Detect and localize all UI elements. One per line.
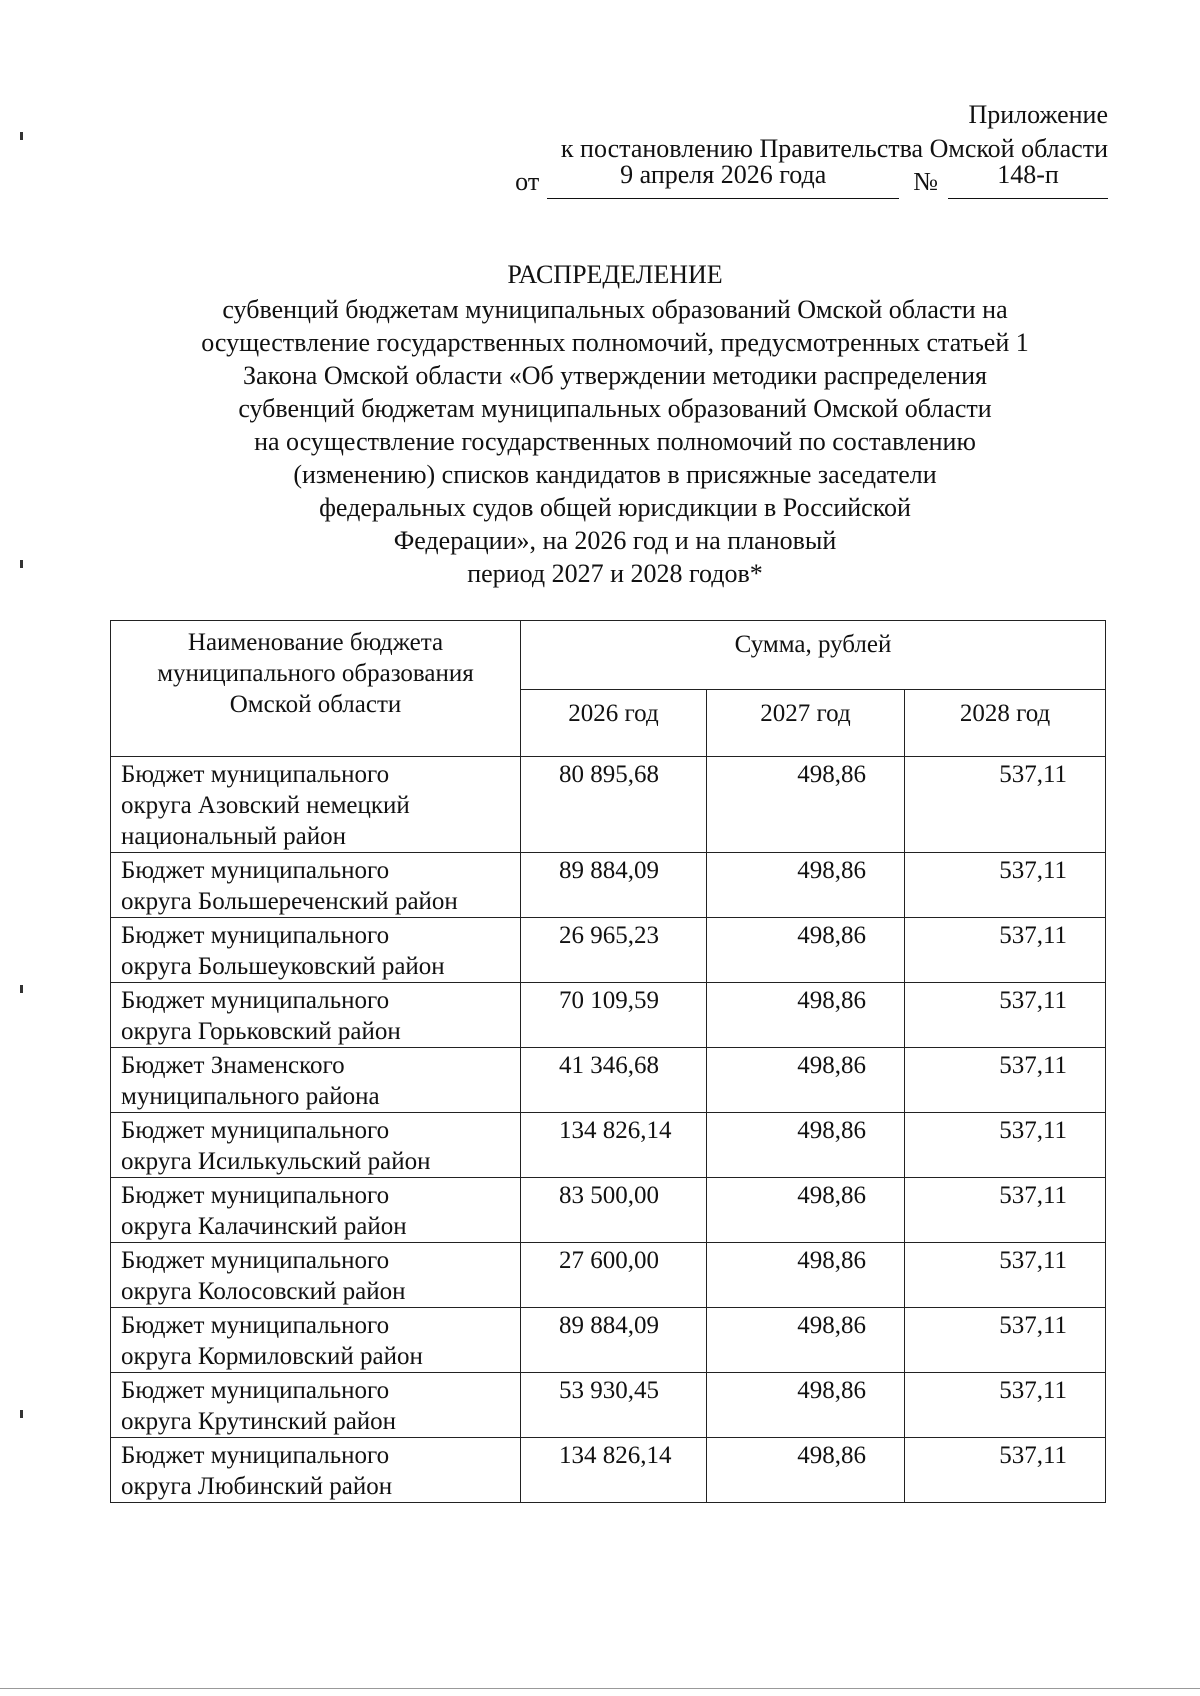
amount-2027: 498,86 — [707, 1048, 905, 1113]
table-row — [111, 983, 1106, 1048]
title-line: федеральных судов общей юрисдикции в Российской — [319, 493, 911, 522]
title-line: (изменению) списков кандидатов в присяжные заседатели — [293, 460, 937, 489]
budget-name — [111, 1048, 521, 1113]
amount-2028: 537,11 — [905, 1308, 1106, 1373]
budget-name — [111, 1373, 521, 1438]
scan-margin-mark — [20, 985, 23, 993]
budget-name — [111, 983, 521, 1048]
budget-name — [111, 1438, 521, 1503]
amount-2027: 498,86 — [707, 918, 905, 983]
name-line: округа Колосовский район — [121, 1278, 406, 1305]
title-heading: РАСПРЕДЕЛЕНИЕ — [507, 260, 723, 289]
year-2026-header: 2026 год — [521, 690, 707, 757]
name-line: Бюджет муниципального — [121, 761, 390, 788]
amount-2026: 83 500,00 — [521, 1178, 707, 1243]
scan-margin-mark — [20, 132, 23, 140]
amount-2028: 537,11 — [905, 918, 1106, 983]
sum-header: Сумма, рублей — [521, 621, 1106, 690]
distribution-table — [110, 620, 1106, 1503]
amount-2028: 537,11 — [905, 1438, 1106, 1503]
table-row — [111, 757, 1106, 853]
budget-name-header — [111, 621, 521, 757]
amount-2027: 498,86 — [707, 853, 905, 918]
title-line: субвенций бюджетам муниципальных образований Омской области — [238, 394, 992, 423]
name-line: округа Азовский немецкий — [121, 792, 410, 819]
table-row — [111, 1178, 1106, 1243]
table-row — [111, 1438, 1106, 1503]
name-line: округа Горьковский район — [121, 1018, 401, 1045]
name-line: Бюджет муниципального — [121, 1442, 390, 1469]
year-2028-header: 2028 год — [905, 690, 1106, 757]
amount-2026: 26 965,23 — [521, 918, 707, 983]
name-line: Бюджет муниципального — [121, 857, 390, 884]
name-line: округа Любинский район — [121, 1473, 393, 1500]
name-line: Бюджет муниципального — [121, 1247, 390, 1274]
name-line: округа Исилькульский район — [121, 1148, 431, 1175]
amount-2028: 537,11 — [905, 1048, 1106, 1113]
table-row — [111, 1373, 1106, 1438]
name-line: округа Калачинский район — [121, 1213, 407, 1240]
amount-2028: 537,11 — [905, 1178, 1106, 1243]
amount-2026: 89 884,09 — [521, 853, 707, 918]
name-line: муниципального района — [121, 1083, 380, 1110]
amount-2026: 80 895,68 — [521, 757, 707, 853]
amount-2027: 498,86 — [707, 1243, 905, 1308]
scan-margin-mark — [20, 560, 23, 568]
amount-2028: 537,11 — [905, 983, 1106, 1048]
amount-2026: 89 884,09 — [521, 1308, 707, 1373]
decree-number: 148-п — [997, 160, 1059, 189]
title-line: осуществление государственных полномочий, предусмотренных статьей 1 — [201, 328, 1029, 357]
amount-2027: 498,86 — [707, 757, 905, 853]
from-label: от — [515, 167, 540, 196]
decree-date-line — [468, 160, 1108, 199]
title-line: период 2027 и 2028 годов* — [467, 559, 763, 588]
amount-2026: 27 600,00 — [521, 1243, 707, 1308]
appendix-label: Приложение — [968, 100, 1108, 129]
amount-2027: 498,86 — [707, 1438, 905, 1503]
name-line: Бюджет муниципального — [121, 1182, 390, 1209]
header-line: Омской области — [229, 691, 402, 718]
amount-2027: 498,86 — [707, 1178, 905, 1243]
amount-2028: 537,11 — [905, 1373, 1106, 1438]
table-row — [111, 853, 1106, 918]
name-line: Бюджет муниципального — [121, 1312, 390, 1339]
decree-line: к постановлению Правительства Омской области — [560, 134, 1108, 163]
table-row — [111, 1113, 1106, 1178]
decree-date-field — [547, 160, 899, 199]
amount-2028: 537,11 — [905, 1113, 1106, 1178]
amount-2026: 70 109,59 — [521, 983, 707, 1048]
decree-number-field — [948, 160, 1108, 199]
amount-2028: 537,11 — [905, 853, 1106, 918]
amount-2027: 498,86 — [707, 1373, 905, 1438]
amount-2028: 537,11 — [905, 757, 1106, 853]
amount-2026: 134 826,14 — [521, 1438, 707, 1503]
amount-2026: 134 826,14 — [521, 1113, 707, 1178]
amount-2027: 498,86 — [707, 1113, 905, 1178]
budget-name — [111, 1308, 521, 1373]
number-sign: № — [913, 167, 938, 196]
name-line: Бюджет муниципального — [121, 987, 390, 1014]
table-row — [111, 1243, 1106, 1308]
amount-2027: 498,86 — [707, 1308, 905, 1373]
year-2027-header: 2027 год — [707, 690, 905, 757]
name-line: округа Большереченский район — [121, 888, 458, 915]
budget-name — [111, 1113, 521, 1178]
amount-2028: 537,11 — [905, 1243, 1106, 1308]
title-line: на осуществление государственных полномочий по составлению — [254, 427, 976, 456]
decree-date: 9 апреля 2026 года — [620, 160, 827, 189]
budget-name — [111, 1243, 521, 1308]
document-title — [100, 258, 1130, 590]
title-line: Закона Омской области «Об утверждении методики распределения — [243, 361, 987, 390]
table-row — [111, 1048, 1106, 1113]
title-line: Федерации», на 2026 год и на плановый — [393, 526, 837, 555]
name-line: округа Большеуковский район — [121, 953, 445, 980]
header-line: Наименование бюджета — [187, 629, 444, 656]
name-line: Бюджет муниципального — [121, 1377, 390, 1404]
name-line: Бюджет муниципального — [121, 922, 390, 949]
name-line: национальный район — [121, 823, 346, 850]
budget-name — [111, 757, 521, 853]
amount-2027: 498,86 — [707, 983, 905, 1048]
table-row — [111, 1308, 1106, 1373]
name-line: округа Крутинский район — [121, 1408, 397, 1435]
budget-name — [111, 918, 521, 983]
name-line: Бюджет Знаменского — [121, 1052, 345, 1079]
budget-name — [111, 1178, 521, 1243]
scan-bottom-edge — [0, 1688, 1200, 1689]
approval-block — [468, 98, 1108, 199]
title-line: субвенций бюджетам муниципальных образований Омской области на — [222, 295, 1008, 324]
table-row — [111, 918, 1106, 983]
amount-2026: 53 930,45 — [521, 1373, 707, 1438]
header-line: муниципального образования — [157, 660, 474, 687]
amount-2026: 41 346,68 — [521, 1048, 707, 1113]
budget-name — [111, 853, 521, 918]
name-line: Бюджет муниципального — [121, 1117, 390, 1144]
name-line: округа Кормиловский район — [121, 1343, 423, 1370]
scan-margin-mark — [20, 1410, 23, 1418]
